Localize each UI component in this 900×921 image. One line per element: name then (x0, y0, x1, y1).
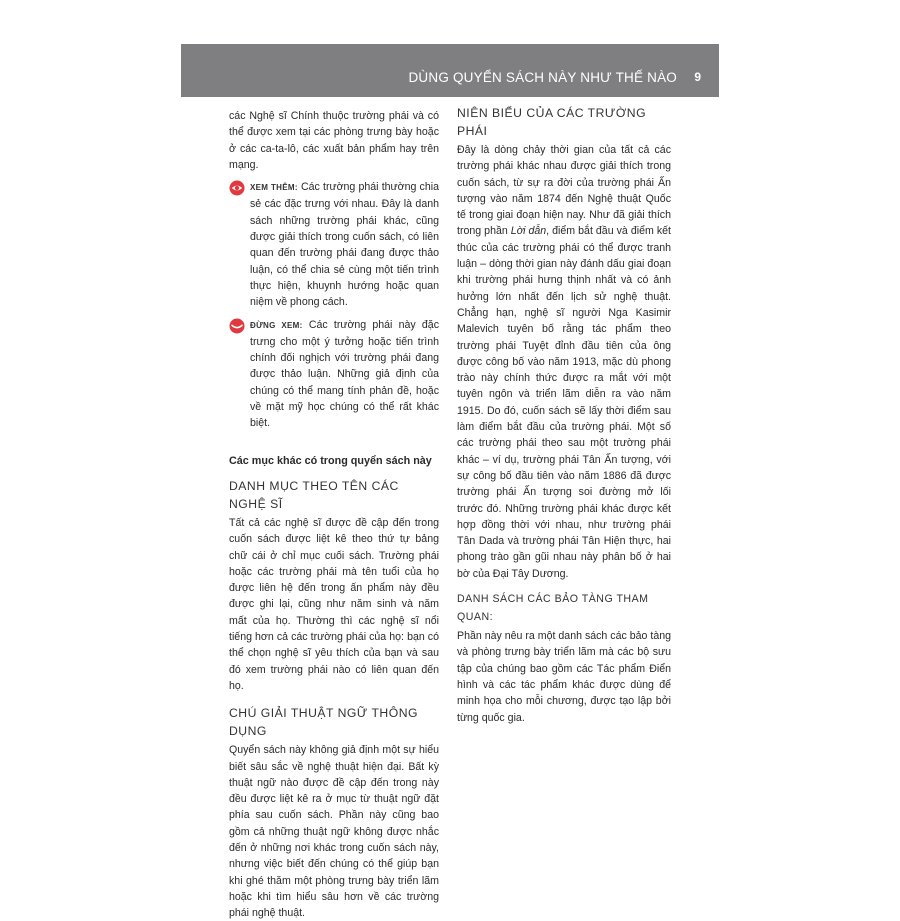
eye-icon (229, 180, 245, 196)
see-also-text: Các trường phái thường chia sẻ các đặc trưng với nhau. Đây là danh sách những trường phái khác, cũng được giải thích trong cuốn sách, có liên quan đến trường phái đang được thảo luận, có thể chia sẻ cùng một tiến trình thực hiện, khuynh hướng hoặc quan niệm về phong cách. (250, 181, 439, 309)
dont-see-label: ĐỪNG XEM: (250, 320, 303, 330)
left-column (229, 108, 439, 921)
dont-see-note (229, 317, 439, 432)
artist-index-text: Tất cả các nghệ sĩ được đề cập đến trong cuốn sách được liệt kê theo thứ tự bảng chữ cái ở chỉ mục cuối sách. Trường phái hoặc các trường phái mà tên tuổi của họ được liên hệ đến trong ấn phẩm này đều được ghi lại, cũng như năm sinh và năm mất của họ. Thường thì các nghệ sĩ nổi tiếng hơn cả các trường phái của họ: bạn có thể chọn nghệ sĩ yêu thích của bạn và sau đó xem trường phái nào có liên quan đến họ. (229, 516, 439, 692)
running-header-title: DÙNG QUYỂN SÁCH NÀY NHƯ THẾ NÀO (408, 70, 677, 85)
museums-heading: DANH SÁCH CÁC BẢO TÀNG THAM QUAN: (457, 593, 649, 624)
intro-paragraph: các Nghệ sĩ Chính thuộc trường phái và có thể được xem tại các phòng trưng bày hoặc ở các ca-ta-lô, các xuất bản phẩm hay trên mạng. (229, 110, 439, 171)
closed-eye-icon (229, 318, 245, 334)
other-sections-subheading: Các mục khác có trong quyển sách này (229, 454, 432, 467)
right-column (457, 108, 671, 726)
glossary-text: Quyển sách này không giả định một sự hiểu biết sâu sắc về nghệ thuật hiện đại. Bất kỳ thuật ngữ nào được đề cập đến trong này đều được liệt kê ra ở mục từ thuật ngữ đặt phía sau cuốn sách. Phần này cũng bao gồm cả những thuật ngữ không được nhắc đến ở những nơi khác trong cuốn sách này, nhưng việc biết đến chúng có thể giúp bạn khi ghé thăm một phòng trưng bày triển lãm hoặc khi tìm hiểu sâu hơn về các trường phái nghệ thuật. (229, 744, 439, 920)
timeline-text-part-1: Đây là dòng chảy thời gian của tất cả các trường phái khác nhau được giải thích trong cuốn sách, từ sự ra đời của trường phái Ấn tượng vào năm 1874 đến Nghệ thuật Quốc tế trong giai đoạn hiện nay. Như đã giải thích trong phần (457, 144, 671, 238)
timeline-text-part-2: , điểm bắt đầu và điểm kết thúc của các trường phái có thể được tranh luận – dòng thời gian này đánh dấu giai đoạn khi trường phái hưng thịnh nhất và có ảnh hưởng lớn nhất đến lịch sử nghệ thuật. Chẳng hạn, nghệ sĩ người Nga Kasimir Malevich tuyên bố rằng tác phẩm theo trường phái Tuyệt đỉnh đầu tiên của ông được công bố vào năm 1913, mặc dù phong trào này chính thức được ra mắt với một tuyên ngôn và triển lãm diễn ra vào năm 1915. Do đó, cuốn sách sẽ lấy thời điểm sau làm điểm bắt đầu của trường phái. Một số các trường phái theo sau một trường phái khác – ví dụ, trường phái Tân Ấn tượng, với sự công bố đầu tiên vào năm 1886 đã được trường phái Ấn tượng soi đường mở lối trước đó. Những trường phái khác được kết hợp đồng thời với nhau, như trường phái Tân Dada và trường phái Tân Hiện thực, hai phong trào gần gũi nhau này phân bố ở hai bờ của Đại Tây Dương. (457, 225, 671, 580)
see-also-label: XEM THÊM: (250, 183, 298, 193)
see-also-note (229, 179, 439, 310)
museums-text: Phần này nêu ra một danh sách các bảo tàng và phòng trưng bày triển lãm mà các bộ sưu tập của chúng bao gồm các Tác phẩm Điển hình và các tác phẩm khác được dùng để minh họa cho mỗi chương, được tạo lập bởi từng quốc gia. (457, 630, 671, 724)
timeline-text-italic: Lời dẫn (510, 225, 547, 238)
timeline-text (457, 142, 671, 582)
glossary-heading: CHÚ GIẢI THUẬT NGỮ THÔNG DỤNG (229, 706, 418, 739)
page-number: 9 (694, 70, 701, 84)
running-header (181, 44, 719, 97)
artist-index-heading: DANH MỤC THEO TÊN CÁC NGHỆ SĨ (229, 478, 399, 511)
timeline-heading: NIÊN BIỂU CỦA CÁC TRƯỜNG PHÁI (457, 106, 647, 138)
dont-see-text: Các trường phái này đặc trưng cho một ý tưởng hoặc tiến trình chính đối nghịch với trường phái đang được thảo luận. Những giả định của chúng có thể mang tính phản đề, hoặc về mặt mỹ học chúng có thể rất khác biệt. (250, 318, 439, 430)
